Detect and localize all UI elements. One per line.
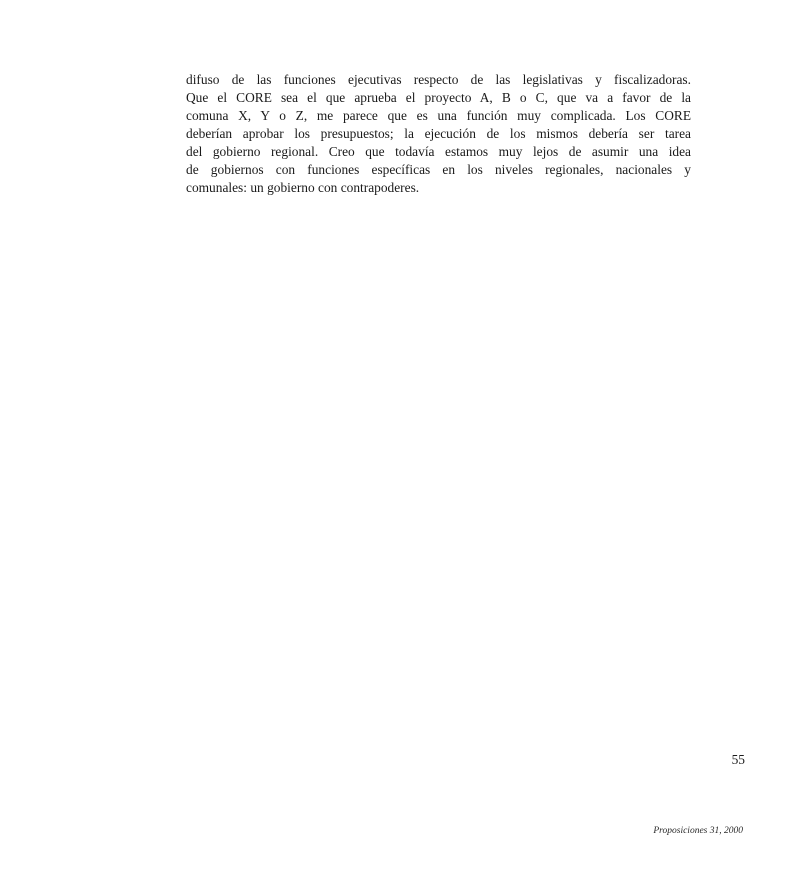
- paragraph-line: comuna X, Y o Z, me parece que es una función muy complicada. Los CORE: [186, 108, 691, 123]
- body-paragraph: [186, 71, 691, 197]
- paragraph-line: deberían aprobar los presupuestos; la ejecución de los mismos debería ser tarea: [186, 126, 691, 141]
- footer-citation: Proposiciones 31, 2000: [653, 826, 743, 836]
- page-number: 55: [731, 752, 745, 767]
- paragraph-line: comunales: un gobierno con contrapoderes.: [186, 180, 420, 195]
- paragraph-line: difuso de las funciones ejecutivas respecto de las legislativas y fiscalizadoras.: [186, 72, 691, 87]
- paragraph-line: Que el CORE sea el que aprueba el proyecto A, B o C, que va a favor de la: [186, 90, 691, 105]
- paragraph-line: de gobiernos con funciones específicas en los niveles regionales, nacionales y: [186, 162, 691, 177]
- paragraph-line: del gobierno regional. Creo que todavía estamos muy lejos de asumir una idea: [186, 144, 691, 159]
